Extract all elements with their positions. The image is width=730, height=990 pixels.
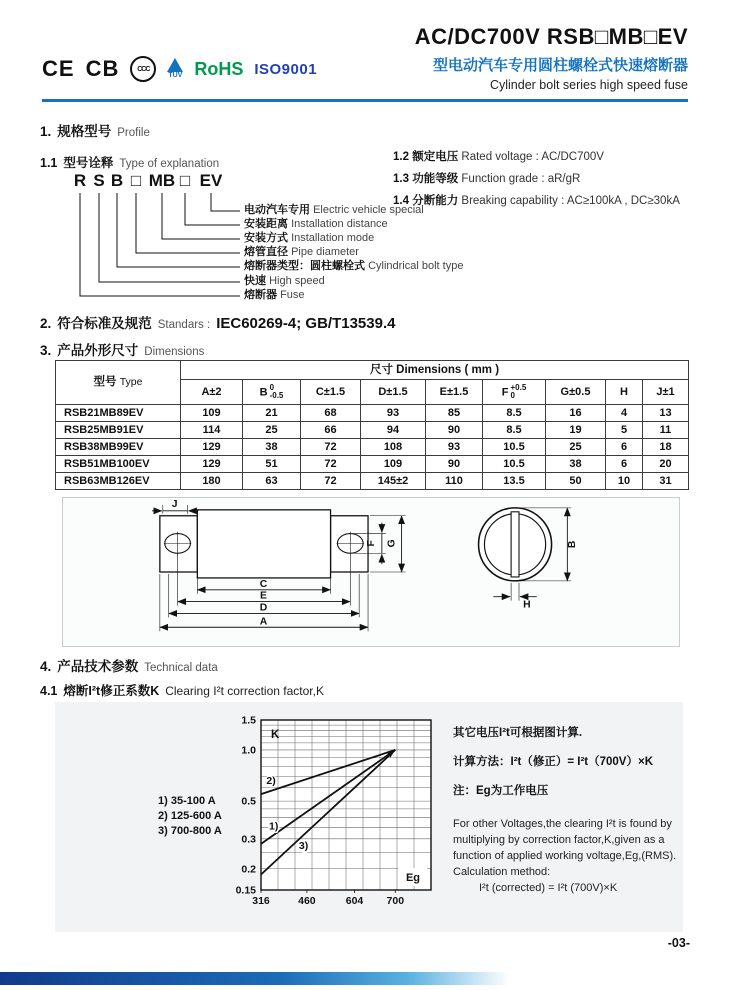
- cell-type: RSB51MB100EV: [56, 456, 181, 473]
- note-en-text: For other Voltages,the clearing I²t is found by multiplying by correction factor,K,given as a function of applied working voltage,Eg,(RMS).: [453, 818, 677, 862]
- cell-H: 5: [606, 422, 643, 439]
- legend-item-1: 1) 35-100 A: [158, 795, 216, 807]
- section1-heading: [40, 120, 150, 140]
- note-cn-line2: 计算方法：I²t（修正）= I²t（700V）×K: [453, 756, 653, 768]
- product-title-english: Cylinder bolt series high speed fuse: [489, 78, 688, 92]
- section4-1-heading: [40, 681, 324, 699]
- section4-1-title-en: Clearing I²t correction factor,K: [165, 684, 324, 698]
- svg-text:0.15: 0.15: [235, 884, 256, 897]
- cell-D: 93: [361, 405, 426, 422]
- cell-E: 90: [426, 422, 483, 439]
- cell-B: 63: [243, 473, 301, 490]
- svg-text:0.3: 0.3: [241, 833, 256, 846]
- type-header-en: Type: [119, 376, 143, 388]
- technical-data-panel: [55, 702, 683, 932]
- table-header-dimensions: 尺寸 Dimensions ( mm ): [181, 361, 689, 380]
- cell-type: RSB63MB126EV: [56, 473, 181, 490]
- section2-title-en: Standars :: [157, 319, 211, 331]
- note-cn-line1: 其它电压I²t可根据图计算.: [453, 727, 583, 739]
- correction-factor-chart: [225, 706, 455, 924]
- section1-title-cn: 规格型号: [57, 124, 112, 139]
- section4-1-number: 4.1: [40, 684, 58, 698]
- col-header-H: H: [606, 380, 643, 405]
- spec-rated-voltage: [393, 148, 604, 164]
- cell-J: 13: [643, 405, 689, 422]
- cell-J: 20: [643, 456, 689, 473]
- cell-A: 109: [181, 405, 243, 422]
- chart-notes: [453, 724, 685, 894]
- spec-title-cn: 分断能力: [412, 195, 459, 207]
- note-en-paragraph: [453, 816, 685, 880]
- code-part-S: S: [93, 171, 105, 190]
- spec-number: 1.2: [393, 151, 409, 163]
- ce-mark-icon: CE: [42, 56, 75, 81]
- code-label-cn: 快速: [244, 275, 266, 287]
- section2-heading: [40, 312, 395, 332]
- code-label-fuse: [244, 289, 305, 302]
- cell-E: 93: [426, 439, 483, 456]
- cell-J: 18: [643, 439, 689, 456]
- spec-number: 1.3: [393, 173, 409, 185]
- code-label-install-distance: [244, 218, 388, 231]
- cell-F: 8.5: [483, 422, 546, 439]
- col-F-tol-bottom: 0: [510, 391, 515, 400]
- dim-label-G: G: [386, 539, 398, 548]
- code-label-cn: 熔断器类型：圆柱螺栓式: [244, 260, 365, 272]
- spec-value: Breaking capability : AC≥100kA , DC≥30kA: [461, 195, 680, 207]
- table-row: [56, 473, 689, 490]
- col-B-main: B: [259, 385, 268, 398]
- spec-title-cn: 功能等级: [412, 173, 459, 185]
- note-en-method: Calculation method:: [453, 866, 551, 878]
- cell-C: 68: [301, 405, 361, 422]
- cell-G: 50: [546, 473, 606, 490]
- svg-text:460: 460: [298, 895, 316, 907]
- cell-B: 51: [243, 456, 301, 473]
- section4-1-title-cn: 熔断I²t修正系数K: [63, 684, 160, 698]
- iso9001-mark-icon: ISO9001: [254, 60, 318, 78]
- col-header-J: J±1: [643, 380, 689, 405]
- section1-number: 1.: [40, 124, 52, 139]
- legend-item-3: 3) 700-800 A: [158, 825, 222, 837]
- cell-F: 10.5: [483, 439, 546, 456]
- cell-G: 38: [546, 456, 606, 473]
- code-label-cn: 熔断器: [244, 289, 277, 301]
- section3-number: 3.: [40, 343, 52, 358]
- code-label-en: Fuse: [280, 289, 305, 301]
- cell-D: 109: [361, 456, 426, 473]
- spec-number: 1.4: [393, 195, 409, 207]
- cell-F: 8.5: [483, 405, 546, 422]
- product-model-title: AC/DC700V RSB□MB□EV: [414, 24, 688, 49]
- section4-number: 4.: [40, 659, 52, 674]
- cell-H: 10: [606, 473, 643, 490]
- cell-F: 10.5: [483, 456, 546, 473]
- section1-1-number: 1.1: [40, 156, 58, 170]
- col-header-A: A±2: [181, 380, 243, 405]
- svg-text:0.2: 0.2: [241, 863, 256, 876]
- cell-E: 90: [426, 456, 483, 473]
- cell-G: 16: [546, 405, 606, 422]
- cell-H: 6: [606, 456, 643, 473]
- section1-title-en: Profile: [117, 127, 150, 139]
- note-en-formula: I²t (corrected) = I²t (700V)×K: [479, 882, 618, 894]
- section1-1-title-en: Type of explanation: [119, 158, 220, 170]
- code-label-bolt-type: [244, 260, 463, 273]
- code-part-MB: MB: [148, 171, 176, 190]
- code-label-cn: 电动汽车专用: [244, 204, 310, 216]
- legend-item-2: 2) 125-600 A: [158, 810, 222, 822]
- col-F-main: F: [501, 385, 509, 398]
- code-label-high-speed: [244, 275, 325, 288]
- cell-C: 66: [301, 422, 361, 439]
- cell-D: 94: [361, 422, 426, 439]
- svg-text:604: 604: [345, 895, 364, 907]
- rohs-mark-icon: RoHS: [194, 58, 244, 79]
- cell-G: 25: [546, 439, 606, 456]
- ccc-mark-icon: CCC: [130, 56, 156, 82]
- section2-title-cn: 符合标准及规范: [57, 316, 152, 331]
- chart-legend: [158, 794, 222, 839]
- svg-text:700: 700: [386, 895, 405, 907]
- svg-text:316: 316: [252, 895, 270, 907]
- col-B-tol-top: 0: [269, 382, 275, 392]
- col-header-F: [483, 380, 546, 405]
- dim-label-E: E: [259, 590, 267, 602]
- col-header-C: C±1.5: [301, 380, 361, 405]
- cell-E: 85: [426, 405, 483, 422]
- spec-title-cn: 额定电压: [412, 151, 459, 163]
- footer-accent-bar: [0, 972, 510, 985]
- cell-J: 31: [643, 473, 689, 490]
- code-label-en: Electric vehicle special: [313, 204, 424, 216]
- table-row: [56, 405, 689, 422]
- header-divider: [42, 99, 688, 102]
- outline-drawing-box: [62, 497, 680, 647]
- section4-heading: [40, 655, 218, 675]
- code-part-B: B: [110, 171, 124, 190]
- table-row: [56, 422, 689, 439]
- dim-label-F: F: [365, 540, 377, 547]
- section4-title-cn: 产品技术参数: [57, 659, 139, 674]
- cell-J: 11: [643, 422, 689, 439]
- product-title-chinese: 型电动汽车专用圆柱螺栓式快速熔断器: [432, 57, 688, 74]
- col-header-E: E±1.5: [426, 380, 483, 405]
- svg-text:0.5: 0.5: [241, 795, 256, 808]
- dim-label-D: D: [259, 602, 268, 614]
- code-label-pipe-diameter: [244, 246, 359, 259]
- section3-heading: [40, 339, 204, 359]
- code-part-EV: EV: [199, 171, 223, 190]
- cell-A: 114: [181, 422, 243, 439]
- dim-label-H: H: [523, 599, 531, 611]
- cell-C: 72: [301, 439, 361, 456]
- svg-text:1.0: 1.0: [241, 744, 256, 757]
- cell-B: 21: [243, 405, 301, 422]
- col-header-D: D±1.5: [361, 380, 426, 405]
- code-label-cn: 安装距离: [244, 218, 288, 230]
- table-row: [56, 456, 689, 473]
- dimensions-table: [55, 360, 689, 490]
- table-header-type: [56, 361, 181, 405]
- spec-value: Function grade : aR/gR: [461, 173, 581, 185]
- code-label-cn: 熔管直径: [244, 246, 288, 258]
- outline-drawing: [63, 498, 679, 646]
- col-F-tol-top: +0.5: [510, 382, 527, 392]
- code-label-en: Installation mode: [291, 232, 375, 244]
- tuv-mark-icon: [167, 58, 183, 80]
- cell-D: 145±2: [361, 473, 426, 490]
- col-B-tol-bottom: -0.5: [269, 391, 284, 400]
- header-titles: [415, 24, 688, 92]
- cell-G: 19: [546, 422, 606, 439]
- svg-text:Eg: Eg: [405, 872, 421, 884]
- cell-C: 72: [301, 456, 361, 473]
- type-header-cn: 型号: [93, 376, 117, 388]
- cell-F: 13.5: [483, 473, 546, 490]
- cb-mark-icon: CB: [85, 56, 120, 81]
- spec-value: Rated voltage : AC/DC700V: [461, 151, 604, 163]
- section4-title-en: Technical data: [144, 662, 218, 674]
- cell-A: 180: [181, 473, 243, 490]
- spec-function-grade: [393, 170, 580, 186]
- dim-label-B: B: [567, 540, 579, 549]
- code-label-en: High speed: [269, 275, 325, 287]
- certification-logos: [42, 56, 317, 82]
- code-part-R: R: [73, 171, 87, 190]
- note-cn-line3: 注：Eg为工作电压: [453, 785, 549, 797]
- code-label-en: Installation distance: [291, 218, 388, 230]
- page-number: -03-: [667, 936, 690, 950]
- cell-B: 38: [243, 439, 301, 456]
- cell-type: RSB38MB99EV: [56, 439, 181, 456]
- cell-A: 129: [181, 439, 243, 456]
- table-row: [56, 439, 689, 456]
- svg-text:3): 3): [298, 839, 309, 852]
- cell-H: 4: [606, 405, 643, 422]
- svg-text:1.5: 1.5: [241, 714, 256, 727]
- dim-label-A: A: [259, 616, 268, 628]
- cell-E: 110: [426, 473, 483, 490]
- col-header-B: [243, 380, 301, 405]
- cell-H: 6: [606, 439, 643, 456]
- code-label-cn: 安装方式: [244, 232, 288, 244]
- section3-title-cn: 产品外形尺寸: [57, 343, 139, 358]
- model-code-diagram: [40, 143, 690, 315]
- cell-D: 108: [361, 439, 426, 456]
- code-label-en: Cylindrical bolt type: [368, 260, 464, 272]
- col-header-G: G±0.5: [546, 380, 606, 405]
- svg-text:1): 1): [269, 820, 279, 833]
- section1-1-title-cn: 型号诠释: [63, 156, 114, 170]
- tuv-text: TÜV: [168, 72, 183, 79]
- svg-text:2): 2): [266, 775, 276, 787]
- code-label-install-mode: [244, 232, 374, 245]
- section2-number: 2.: [40, 316, 52, 331]
- standards-value: IEC60269-4; GB/T13539.4: [216, 315, 396, 332]
- cell-C: 72: [301, 473, 361, 490]
- dim-label-C: C: [259, 578, 268, 590]
- section3-title-en: Dimensions: [144, 346, 205, 358]
- cell-B: 25: [243, 422, 301, 439]
- tuv-triangle-icon: [167, 58, 183, 72]
- svg-text:K: K: [271, 729, 280, 741]
- code-part-box2: □: [179, 171, 191, 190]
- spec-breaking-capability: [393, 192, 680, 208]
- cell-type: RSB25MB91EV: [56, 422, 181, 439]
- code-label-en: Pipe diameter: [291, 246, 359, 258]
- dim-label-J: J: [171, 498, 178, 510]
- cell-A: 129: [181, 456, 243, 473]
- cell-type: RSB21MB89EV: [56, 405, 181, 422]
- code-part-box1: □: [130, 171, 142, 190]
